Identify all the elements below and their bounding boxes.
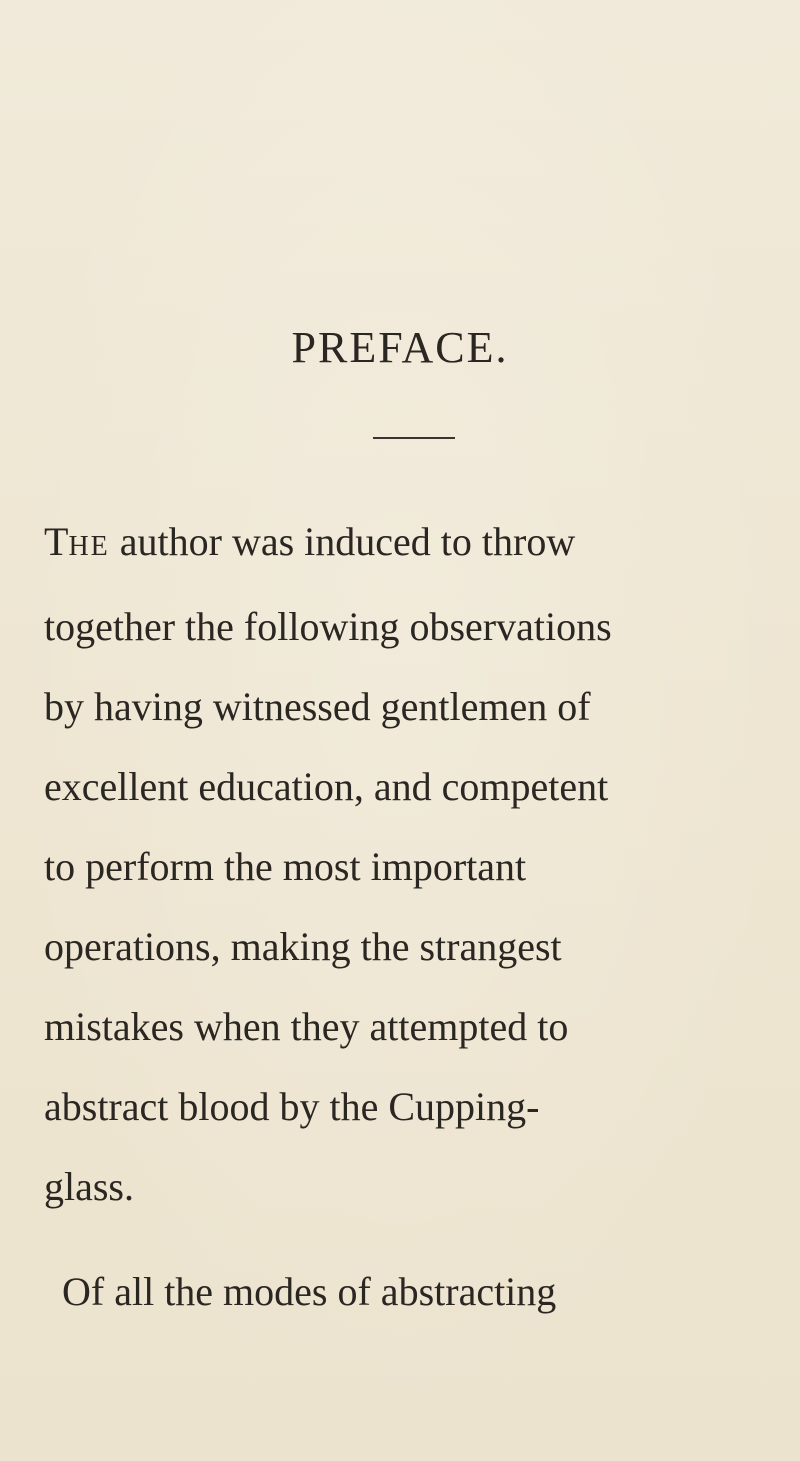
paragraph-line: glass. bbox=[44, 1164, 134, 1209]
paragraph-line: by having witnessed gentlemen of bbox=[44, 684, 591, 729]
paragraph-line: operations, making the strangest bbox=[44, 924, 562, 969]
preface-paragraph-2 bbox=[62, 1252, 782, 1332]
paragraph-line: abstract blood by the Cupping- bbox=[44, 1084, 540, 1129]
small-caps-word: HE bbox=[68, 531, 110, 562]
paragraph-line: excellent education, and competent bbox=[44, 764, 609, 809]
paragraph-line: together the following observations bbox=[44, 604, 612, 649]
line-text: author was induced to throw bbox=[109, 519, 576, 564]
paragraph-line: Of all the modes of abstracting bbox=[62, 1269, 557, 1314]
title-divider bbox=[373, 437, 455, 439]
paragraph-line: to perform the most important bbox=[44, 844, 527, 889]
page-title: PREFACE. bbox=[291, 323, 509, 372]
drop-initial: T bbox=[44, 519, 69, 564]
preface-paragraph-1 bbox=[44, 502, 764, 1227]
paragraph-line bbox=[44, 502, 764, 587]
paragraph-line: mistakes when they attempted to bbox=[44, 1004, 569, 1049]
